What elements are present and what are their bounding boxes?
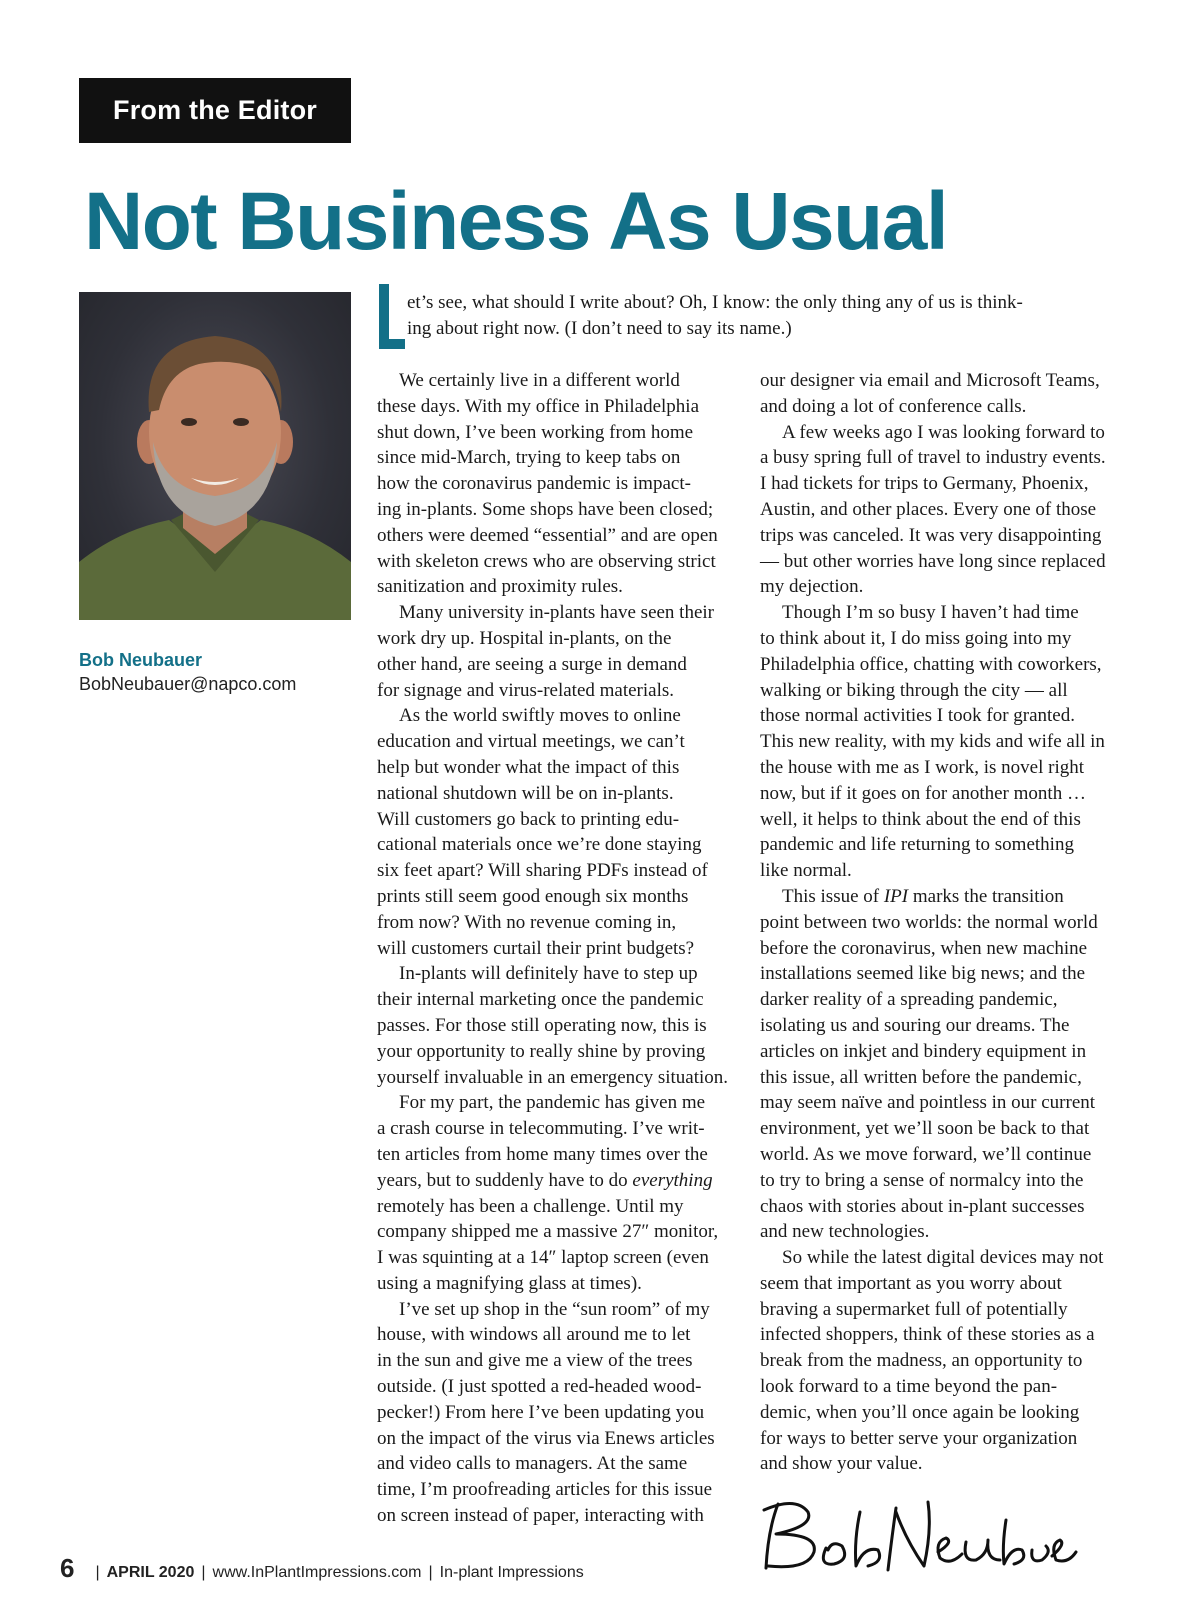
text-line: education and virtual meetings, we can’t	[377, 731, 685, 753]
text-line: for ways to better serve your organization	[760, 1427, 1078, 1449]
text-line: pecker!) From here I’ve been updating you	[377, 1401, 705, 1423]
page-number: 6	[60, 1553, 75, 1583]
text-line: the house with me as I work, is novel right	[760, 756, 1085, 778]
publication-name: In-plant Impressions	[439, 1564, 584, 1581]
text-line: on the impact of the virus via Enews articles	[377, 1427, 715, 1449]
text-line: work dry up. Hospital in-plants, on the	[377, 627, 672, 649]
website-link[interactable]: www.InPlantImpressions.com	[212, 1564, 422, 1581]
text-line: other hand, are seeing a surge in demand	[377, 653, 687, 675]
text-line: before the coronavirus, when new machine	[760, 937, 1088, 959]
text-line: and new technologies.	[760, 1221, 930, 1243]
body-column-right	[760, 368, 1125, 1477]
text-line: well, it helps to think about the end of this	[760, 808, 1081, 830]
text-line: look forward to a time beyond the pan-	[760, 1376, 1058, 1398]
text-line: I was squinting at a 14″ laptop screen (even	[377, 1247, 709, 1269]
text-line: prints still seem good enough six months	[377, 885, 689, 907]
text-line: So while the latest digital devices may not	[782, 1247, 1104, 1269]
section-tag	[79, 78, 351, 143]
footer-separator: |	[95, 1564, 100, 1581]
text-line: others were deemed “essential” and are open	[377, 524, 718, 546]
text-line: This new reality, with my kids and wife all in	[760, 731, 1105, 753]
text-line: company shipped me a massive 27″ monitor,	[377, 1221, 719, 1243]
text-line: Will customers go back to printing edu-	[377, 808, 680, 830]
text-line: will customers curtail their print budgets?	[377, 937, 695, 959]
text-line: world. As we move forward, we’ll continue	[760, 1143, 1092, 1165]
text-line	[760, 884, 1125, 910]
text-line: Though I’m so busy I haven’t had time	[782, 602, 1079, 624]
text-line: our designer via email and Microsoft Teams,	[760, 370, 1100, 391]
text-line: my dejection.	[760, 576, 864, 598]
text-line: infected shoppers, think of these stories as a	[760, 1324, 1095, 1346]
text-line: their internal marketing once the pandemic	[377, 989, 704, 1011]
text-line: for signage and virus-related materials.	[377, 679, 675, 701]
footer-separator: |	[201, 1564, 206, 1581]
text-line: Many university in-plants have seen their	[399, 602, 715, 624]
text-line: this issue, all written before the pandemic,	[760, 1066, 1082, 1088]
text-line: In-plants will definitely have to step up	[399, 963, 698, 985]
text-line: I’ve set up shop in the “sun room” of my	[399, 1298, 710, 1320]
author-byline	[79, 648, 296, 696]
text-line: on screen instead of paper, interacting with	[377, 1505, 704, 1527]
text-line: shut down, I’ve been working from home	[377, 421, 694, 443]
text-line: ing in-plants. Some shops have been closed;	[377, 498, 714, 520]
text-line: from now? With no revenue coming in,	[377, 911, 677, 933]
section-tag-label: From the Editor	[113, 95, 317, 125]
text-line: break from the madness, an opportunity to	[760, 1350, 1083, 1372]
text-line: help but wonder what the impact of this	[377, 756, 680, 778]
author-signature	[756, 1490, 1086, 1580]
body-column-left	[377, 368, 737, 1529]
text-line: outside. (I just spotted a red-headed wood-	[377, 1376, 702, 1398]
text-line: installations seemed like big news; and the	[760, 963, 1086, 985]
text-line: like normal.	[760, 860, 852, 882]
author-photo	[79, 292, 351, 620]
text-line: house, with windows all around me to let	[377, 1324, 691, 1346]
text-line: isolating us and souring our dreams. The	[760, 1014, 1070, 1036]
text-line	[377, 1168, 737, 1194]
text-line: and show your value.	[760, 1453, 923, 1475]
text-line: with skeleton crews who are observing strict	[377, 550, 716, 572]
text-line: We certainly live in a different world	[399, 370, 680, 391]
text-line: environment, yet we’ll soon be back to that	[760, 1118, 1090, 1140]
text-line: Philadelphia office, chatting with coworkers,	[760, 653, 1102, 675]
text-line: A few weeks ago I was looking forward to	[782, 421, 1105, 443]
text-line: using a magnifying glass at times).	[377, 1272, 642, 1294]
text-line: to try to bring a sense of normalcy into the	[760, 1169, 1084, 1191]
text-line: cational materials once we’re done staying	[377, 834, 702, 856]
text-line: how the coronavirus pandemic is impact-	[377, 473, 691, 495]
text-line: a crash course in telecommuting. I’ve writ-	[377, 1118, 705, 1140]
text-fragment: This issue of	[782, 885, 884, 907]
lead-line: et’s see, what should I write about? Oh, I know: the only thing any of us is think-	[407, 292, 1023, 313]
text-line: chaos with stories about in-plant successes	[760, 1195, 1085, 1217]
text-line: passes. For those still operating now, this is	[377, 1014, 707, 1036]
lead-line: ing about right now. (I don’t need to say its name.)	[407, 318, 792, 339]
lead-paragraph	[377, 290, 1117, 342]
text-line: — but other worries have long since replaced	[760, 550, 1106, 572]
text-fragment: years, but to suddenly have to do	[377, 1169, 633, 1191]
emphasis: everything	[632, 1169, 713, 1191]
text-line: I had tickets for trips to Germany, Phoenix,	[760, 473, 1089, 495]
text-line: seem that important as you worry about	[760, 1272, 1062, 1294]
text-line: now, but if it goes on for another month …	[760, 782, 1086, 804]
text-line: those normal activities I took for granted.	[760, 705, 1075, 727]
emphasis: IPI	[883, 885, 909, 907]
text-line: may seem naïve and pointless in our current	[760, 1092, 1096, 1114]
text-line: your opportunity to really shine by proving	[377, 1040, 706, 1062]
text-fragment: marks the transition	[908, 885, 1064, 907]
text-line: to think about it, I do miss going into my	[760, 627, 1072, 649]
text-line: Austin, and other places. Every one of those	[760, 498, 1097, 520]
text-line: pandemic and life returning to something	[760, 834, 1074, 856]
text-line: and doing a lot of conference calls.	[760, 395, 1027, 417]
text-line: For my part, the pandemic has given me	[399, 1092, 706, 1114]
text-line: remotely has been a challenge. Until my	[377, 1195, 684, 1217]
text-line: ten articles from home many times over the	[377, 1143, 708, 1165]
text-line: point between two worlds: the normal world	[760, 911, 1098, 933]
text-line: national shutdown will be on in-plants.	[377, 782, 674, 804]
text-line: these days. With my office in Philadelphia	[377, 395, 699, 417]
text-line: As the world swiftly moves to online	[399, 705, 681, 727]
text-line: and video calls to managers. At the same	[377, 1453, 688, 1475]
text-line: trips was canceled. It was very disappointing	[760, 524, 1102, 546]
author-name: Bob Neubauer	[79, 650, 203, 670]
text-line: a busy spring full of travel to industry events.	[760, 447, 1106, 469]
text-line: walking or biking through the city — all	[760, 679, 1068, 701]
issue-date: APRIL 2020	[106, 1564, 195, 1581]
text-line: demic, when you’ll once again be looking	[760, 1401, 1080, 1423]
text-line: sanitization and proximity rules.	[377, 576, 623, 598]
text-line: articles on inkjet and bindery equipment in	[760, 1040, 1087, 1062]
headline: Not Business As Usual	[84, 176, 948, 267]
text-line: yourself invaluable in an emergency situation.	[377, 1066, 729, 1088]
text-line: time, I’m proofreading articles for this issue	[377, 1479, 713, 1501]
text-line: darker reality of a spreading pandemic,	[760, 989, 1058, 1011]
text-line: braving a supermarket full of potentially	[760, 1298, 1068, 1320]
text-line: since mid-March, trying to keep tabs on	[377, 447, 681, 469]
text-line: in the sun and give me a view of the trees	[377, 1350, 693, 1372]
footer-separator: |	[428, 1564, 433, 1581]
author-email: BobNeubauer@napco.com	[79, 674, 297, 694]
text-line: six feet apart? Will sharing PDFs instead of	[377, 860, 708, 882]
page-footer	[60, 1553, 584, 1584]
